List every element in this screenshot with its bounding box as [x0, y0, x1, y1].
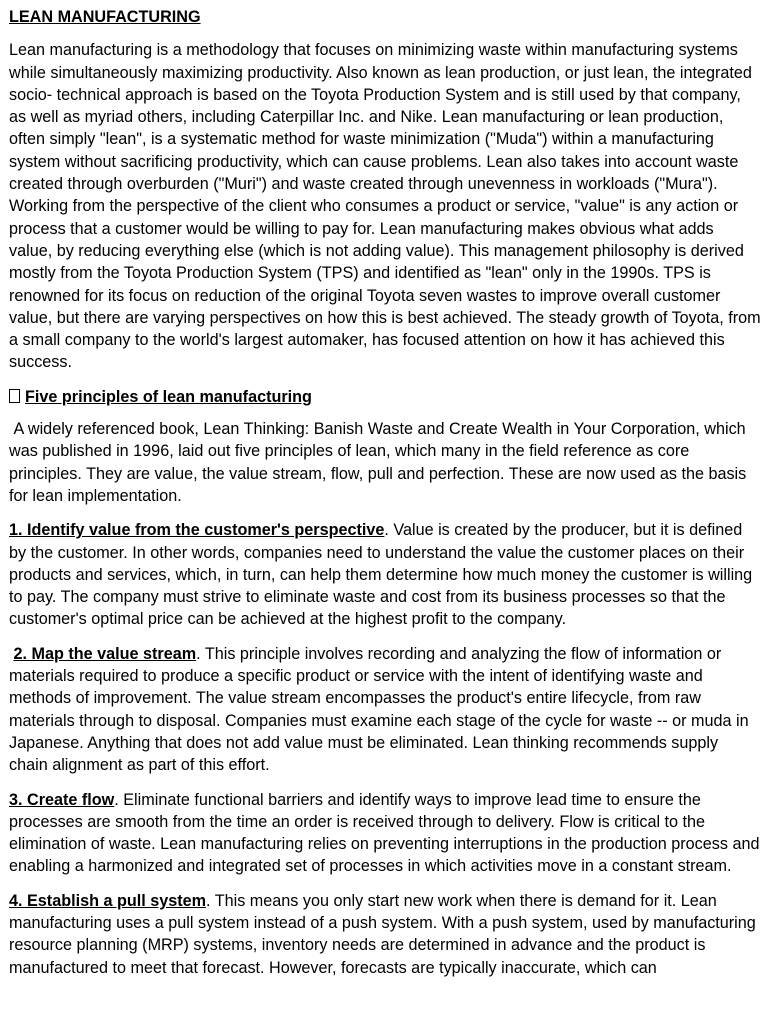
principle-paragraph: [9, 643, 761, 777]
principle-lead: 3. Create flow: [9, 790, 115, 809]
section-intro-paragraph: A widely referenced book, Lean Thinking: Banish Waste and Create Wealth in Your Corporation, which was published in 1996, laid out five principles of lean, which many in the field reference as core principles. They are value, the value stream, flow, pull and perfection. These are now used as the basis for lean implementation.: [9, 420, 751, 505]
principle-body: . Eliminate functional barriers and identify ways to improve lead time to ensure the processes are smooth from the time an order is received through to delivery. Flow is critical to the elimination of waste. Lean manufacturing relies on preventing interruptions in the production process and enabling a harmonized and integrated set of processes in which activities move in a constant stream.: [9, 790, 760, 876]
document-title: LEAN MANUFACTURING: [9, 8, 201, 26]
section-heading: [9, 386, 761, 408]
principle-body: . This principle involves recording and analyzing the flow of information or materials required to produce a specific product or service with the intent of identifying waste and methods of improvement. The value stream encompasses the product's entire lifecycle, from raw materials through to disposal. Companies must examine each stage of the cycle for waste -- or muda in Japanese. Anything that does not add value must be eliminated. Lean thinking recommends supply chain alignment as part of this effort.: [9, 644, 749, 775]
principle-lead: 4. Establish a pull system: [9, 891, 207, 910]
principle-body: . Value is created by the producer, but it is defined by the customer. In other words, companies need to understand the value the customer places on their products and services, which, in turn, can help them determine how much money the customer is willing to pay. The company must strive to eliminate waste and cost from its business processes so that the customer's optimal price can be achieved at the highest profit to the company.: [9, 521, 753, 629]
principle-lead: 1. Identify value from the customer's perspective: [9, 521, 385, 540]
principle-paragraph: [9, 890, 761, 979]
intro-paragraph: Lean manufacturing is a methodology that focuses on minimizing waste within manufacturing systems while simultaneously maximizing productivity. Also known as lean production, or just lean, the integrated socio- technical approach is based on the Toyota Production System and is still used by that company, as well as myriad others, including Caterpillar Inc. and Nike. Lean manufacturing or lean production, often simply "lean", is a systematic method for waste minimization ("Muda") within a manufacturing system without sacrificing productivity, which can cause problems. Lean also takes into account waste created through overburden ("Muri") and waste created through unevenness in workloads ("Mura"). Working from the perspective of the client who consumes a product or service, "value" is any action or process that a customer would be willing to pay for. Lean manufacturing makes obvious what adds value, by reducing everything else (which is not adding value). This management philosophy is derived mostly from the Toyota Production System (TPS) and identified as "lean" only in the 1990s. TPS is renowned for its focus on reduction of the original Toyota seven wastes to improve overall customer value, but there are varying perspectives on how this is best achieved. The steady growth of Toyota, from a small company to the world's largest automaker, has focused attention on how it has achieved this success.: [9, 41, 761, 372]
section-heading-text: Five principles of lean manufacturing: [25, 387, 312, 406]
principle-paragraph: [9, 519, 761, 630]
bullet-box-icon: [9, 389, 20, 403]
principle-body: . This means you only start new work when there is demand for it. Lean manufacturing uses a pull system instead of a push system. With a push system, used by manufacturing resource planning (MRP) systems, inventory needs are determined in advance and the product is manufactured to meet that forecast. However, forecasts are typically inaccurate, which can: [9, 891, 756, 977]
document-page: [9, 6, 761, 991]
principle-lead: 2. Map the value stream: [13, 644, 197, 663]
principle-paragraph: [9, 789, 761, 878]
